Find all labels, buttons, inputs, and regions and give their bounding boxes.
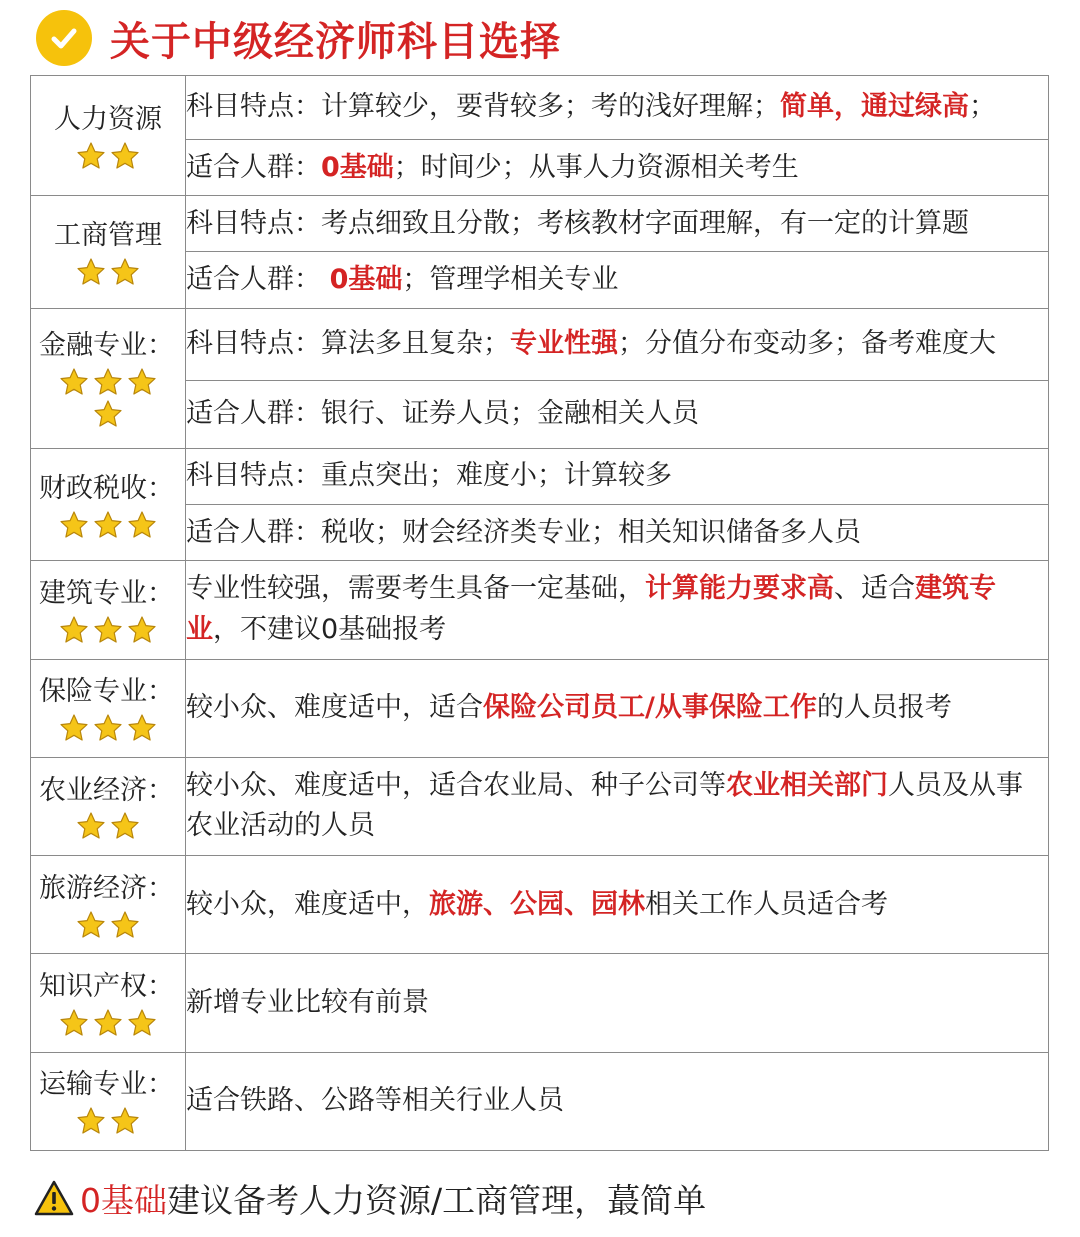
footer-highlight: 0基础 — [80, 1180, 167, 1220]
subject-name: 财政税收： — [39, 472, 174, 504]
star-icon — [93, 615, 123, 645]
star-icon — [110, 141, 140, 171]
difficulty-stars-extra — [31, 399, 185, 429]
description-text: ； — [969, 91, 996, 123]
description-text: 较小众、难度适中，适合农业局、种子公司等 — [186, 769, 726, 801]
description-text: 适合人群：税收；财会经济类专业；相关知识储备多人员 — [186, 516, 861, 548]
highlight-text: 0基础 — [329, 263, 403, 295]
difficulty-stars — [31, 713, 185, 743]
subject-name: 旅游经济： — [39, 872, 174, 904]
description-text: ，不建议0基础报考 — [213, 613, 447, 645]
description-text: 科目特点：计算较少，要背较多；考的浅好理解； — [186, 91, 780, 123]
star-icon — [76, 811, 106, 841]
star-icon — [127, 367, 157, 397]
difficulty-stars — [31, 1106, 185, 1136]
description-text: 、适合 — [834, 573, 915, 605]
subject-name: 知识产权： — [39, 971, 174, 1003]
difficulty-stars — [31, 1008, 185, 1038]
star-icon — [110, 257, 140, 287]
description-cell — [186, 449, 1049, 505]
subject-cell — [31, 1052, 186, 1150]
star-icon — [93, 399, 123, 429]
star-icon — [127, 510, 157, 540]
subject-cell — [31, 856, 186, 954]
highlight-text: 农业相关部门 — [726, 769, 888, 801]
description-cell — [186, 505, 1049, 561]
subject-cell — [31, 954, 186, 1052]
subject-name: 运输专业： — [39, 1069, 174, 1101]
description-cell — [186, 380, 1049, 448]
table-row — [31, 449, 1049, 505]
description-text: 科目特点：重点突出；难度小；计算较多 — [186, 460, 672, 492]
description-cell — [186, 252, 1049, 308]
table-row — [31, 856, 1049, 954]
description-cell — [186, 196, 1049, 252]
footer-note — [34, 1170, 706, 1226]
description-text: 相关工作人员适合考 — [645, 888, 888, 920]
description-cell — [186, 856, 1049, 954]
highlight-text: 保险公司员工/从事保险工作 — [483, 691, 817, 723]
description-text: 较小众、难度适中，适合 — [186, 691, 483, 723]
highlight-text: 旅游、公园、园林 — [429, 888, 645, 920]
subject-cell — [31, 757, 186, 855]
difficulty-stars — [31, 510, 185, 540]
description-text: 科目特点：算法多且复杂； — [186, 327, 510, 359]
table-row — [31, 561, 1049, 659]
table-row — [31, 659, 1049, 757]
description-cell — [186, 659, 1049, 757]
table-row — [31, 1052, 1049, 1150]
star-icon — [59, 510, 89, 540]
star-icon — [127, 615, 157, 645]
table-row — [31, 196, 1049, 252]
star-icon — [110, 811, 140, 841]
description-cell — [186, 954, 1049, 1052]
star-icon — [59, 1008, 89, 1038]
description-cell — [186, 76, 1049, 140]
subject-cell — [31, 659, 186, 757]
description-text: 科目特点：考点细致且分散；考核教材字面理解，有一定的计算题 — [186, 207, 969, 239]
footer-text: 建议备考人力资源/工商管理，蕞简单 — [167, 1180, 707, 1220]
description-text: 适合铁路、公路等相关行业人员 — [186, 1085, 564, 1117]
highlight-text: 专业性强 — [510, 327, 618, 359]
difficulty-stars — [31, 811, 185, 841]
check-badge-icon — [36, 10, 92, 66]
highlight-text: 0基础 — [321, 151, 394, 183]
star-icon — [76, 141, 106, 171]
description-text: 适合人群： — [186, 263, 330, 295]
description-cell — [186, 561, 1049, 659]
subject-cell — [31, 76, 186, 196]
description-cell — [186, 757, 1049, 855]
description-text: 专业性较强，需要考生具备一定基础， — [186, 573, 645, 605]
subject-table — [30, 75, 1049, 1151]
subject-cell — [31, 196, 186, 308]
highlight-text: 简单，通过绿高 — [780, 91, 969, 123]
star-icon — [76, 1106, 106, 1136]
subject-name: 工商管理 — [54, 220, 162, 252]
description-text: 适合人群：银行、证券人员；金融相关人员 — [186, 398, 699, 430]
table-row — [31, 76, 1049, 140]
subject-cell — [31, 449, 186, 561]
highlight-text: 建筑专业 — [186, 573, 996, 645]
page-header — [36, 8, 561, 68]
description-text: 适合人群： — [186, 151, 321, 183]
subject-name: 保险专业： — [39, 676, 174, 708]
star-icon — [76, 910, 106, 940]
subject-name: 金融专业： — [39, 330, 174, 362]
star-icon — [93, 713, 123, 743]
subject-name: 建筑专业： — [39, 578, 174, 610]
description-cell — [186, 140, 1049, 196]
difficulty-stars — [31, 257, 185, 287]
table-row — [31, 757, 1049, 855]
star-icon — [110, 910, 140, 940]
star-icon — [59, 615, 89, 645]
description-text: ；时间少；从事人力资源相关考生 — [393, 151, 799, 183]
description-cell — [186, 308, 1049, 380]
star-icon — [127, 1008, 157, 1038]
difficulty-stars — [31, 367, 185, 397]
warning-icon — [34, 1179, 74, 1217]
difficulty-stars — [31, 910, 185, 940]
subject-name: 农业经济： — [39, 774, 174, 806]
star-icon — [110, 1106, 140, 1136]
description-text: 人员及从事农业活动的人员 — [186, 769, 1023, 842]
description-text: 的人员报考 — [816, 691, 952, 723]
page-title: 关于中级经济师科目选择 — [110, 18, 561, 65]
highlight-text: 计算能力要求高 — [645, 573, 834, 605]
table-row — [31, 308, 1049, 380]
description-text: ；管理学相关专业 — [402, 263, 619, 295]
star-icon — [93, 1008, 123, 1038]
star-icon — [93, 367, 123, 397]
star-icon — [127, 713, 157, 743]
star-icon — [93, 510, 123, 540]
description-text: 较小众，难度适中， — [186, 888, 429, 920]
subject-cell — [31, 308, 186, 448]
description-text: 新增专业比较有前景 — [186, 986, 429, 1018]
table-row — [31, 954, 1049, 1052]
difficulty-stars — [31, 615, 185, 645]
description-text: ；分值分布变动多；备考难度大 — [618, 327, 996, 359]
subject-cell — [31, 561, 186, 659]
difficulty-stars — [31, 141, 185, 171]
subject-name: 人力资源 — [54, 103, 162, 135]
star-icon — [76, 257, 106, 287]
star-icon — [59, 713, 89, 743]
star-icon — [59, 367, 89, 397]
description-cell — [186, 1052, 1049, 1150]
